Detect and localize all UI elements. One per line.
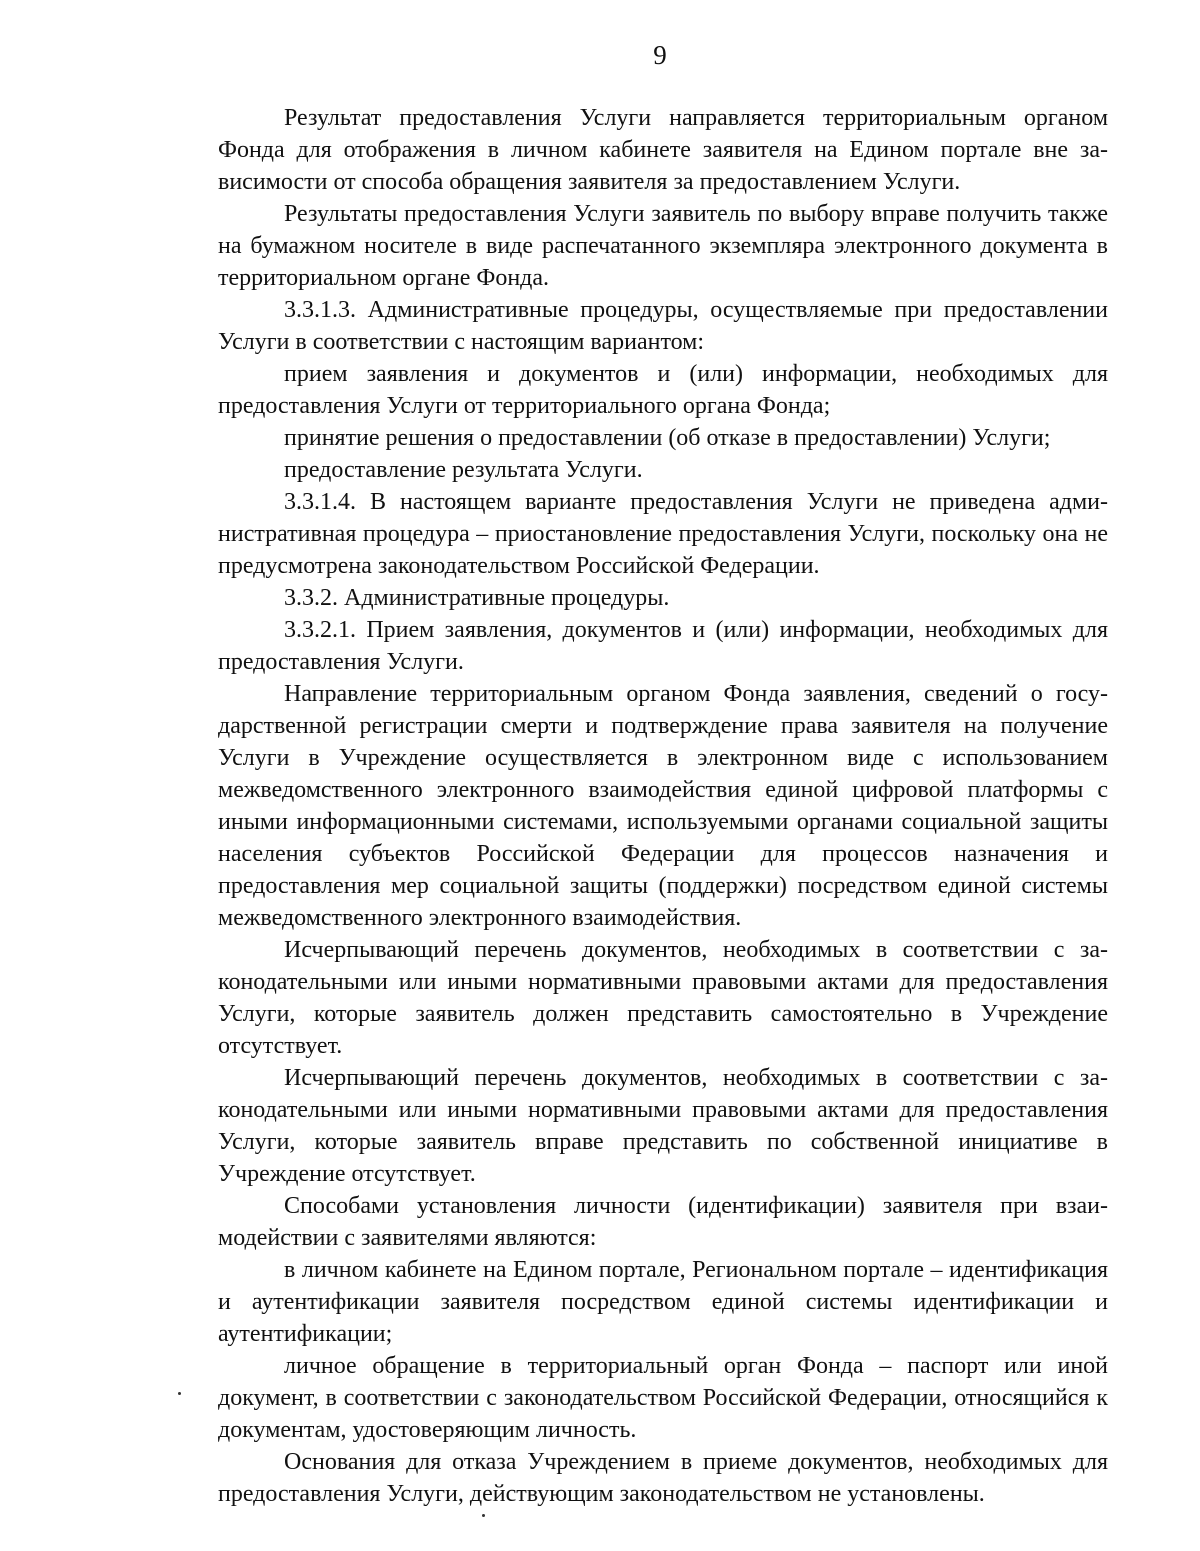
paragraph-procedure-result: предоставление результата Услуги. [284, 457, 643, 483]
paragraph-3-3-2: 3.3.2. Административные процедуры. [284, 585, 670, 611]
paragraph-identification-portal: в личном кабинете на Едином портале, Региональном портале – идентификация и аутентификации заявителя посредством единой системы идентификации и аутентификации; [218, 1257, 1108, 1347]
paragraph-3-3-2-1: 3.3.2.1. Прием заявления, документов и (или) информации, необходимых для предоставления Услуги. [218, 617, 1108, 675]
paragraph-fund-direction: Направление территориальным органом Фонда заявления, сведений о государственной регистрации смерти и подтверждение права заявителя на получение Услуги в Учреждение осуществляется в электронном виде с использованием межведомственного электронного взаимодействия единой цифровой платформы с иными информационными системами, используемыми органами социальной защиты населения субъектов Российской Федерации для процессов назначения и предоставления мер социальной защиты (поддержки) посредством единой системы межведомственного электронного взаимодействия. [218, 681, 1108, 931]
paragraph-refusal-grounds: Основания для отказа Учреждением в приеме документов, необходимых для предоставления Услуги, действующим законодательством не установлены. [218, 1449, 1108, 1507]
paragraph-documents-optional: Исчерпывающий перечень документов, необходимых в соответствии с законодательными или иными нормативными правовыми актами для предоставления Услуги, которые заявитель вправе представить по собственной инициативе в Учреждение отсутствует. [218, 1065, 1108, 1187]
paragraph-procedure-reception: прием заявления и документов и (или) информации, необходимых для предоставления Услуги от территориального органа Фонда; [218, 361, 1108, 419]
paragraph-identification-personal: личное обращение в территориальный орган Фонда – паспорт или иной документ, в соответствии с законодательством Российской Федерации, относящийся к документам, удостоверяющим личность. [218, 1353, 1108, 1443]
page-number: 9 [653, 40, 667, 70]
paragraph-3-3-1-3: 3.3.1.3. Административные процедуры, осуществляемые при предоставлении Услуги в соответствии с настоящим вариантом: [218, 297, 1108, 355]
paragraph-documents-mandatory: Исчерпывающий перечень документов, необходимых в соответствии с законодательными или иными нормативными правовыми актами для предоставления Услуги, которые заявитель должен представить самостоятельно в Учреждение отсутствует. [218, 937, 1108, 1059]
paragraph-identification-methods: Способами установления личности (идентификации) заявителя при взаимодействии с заявителями являются: [218, 1193, 1108, 1251]
document-body [218, 102, 1108, 1510]
paragraph-3-3-1-4: 3.3.1.4. В настоящем варианте предоставления Услуги не приведена административная процедура – приостановление предоставления Услуги, поскольку она не предусмотрена законодательством Российской Федерации. [218, 489, 1108, 579]
paragraph-result-paper: Результаты предоставления Услуги заявитель по выбору вправе получить также на бумажном носителе в виде распечатанного экземпляра электронного документа в территориальном органе Фонда. [218, 201, 1108, 291]
scan-artifact-bottom [482, 1514, 485, 1517]
scan-artifact-left [178, 1392, 181, 1395]
paragraph-result-direction: Результат предоставления Услуги направляется территориальным органом Фонда для отображения в личном кабинете заявителя на Едином портале вне зависимости от способа обращения заявителя за предоставлением Услуги. [218, 105, 1108, 195]
paragraph-procedure-decision: принятие решения о предоставлении (об отказе в предоставлении) Услуги; [284, 425, 1051, 451]
